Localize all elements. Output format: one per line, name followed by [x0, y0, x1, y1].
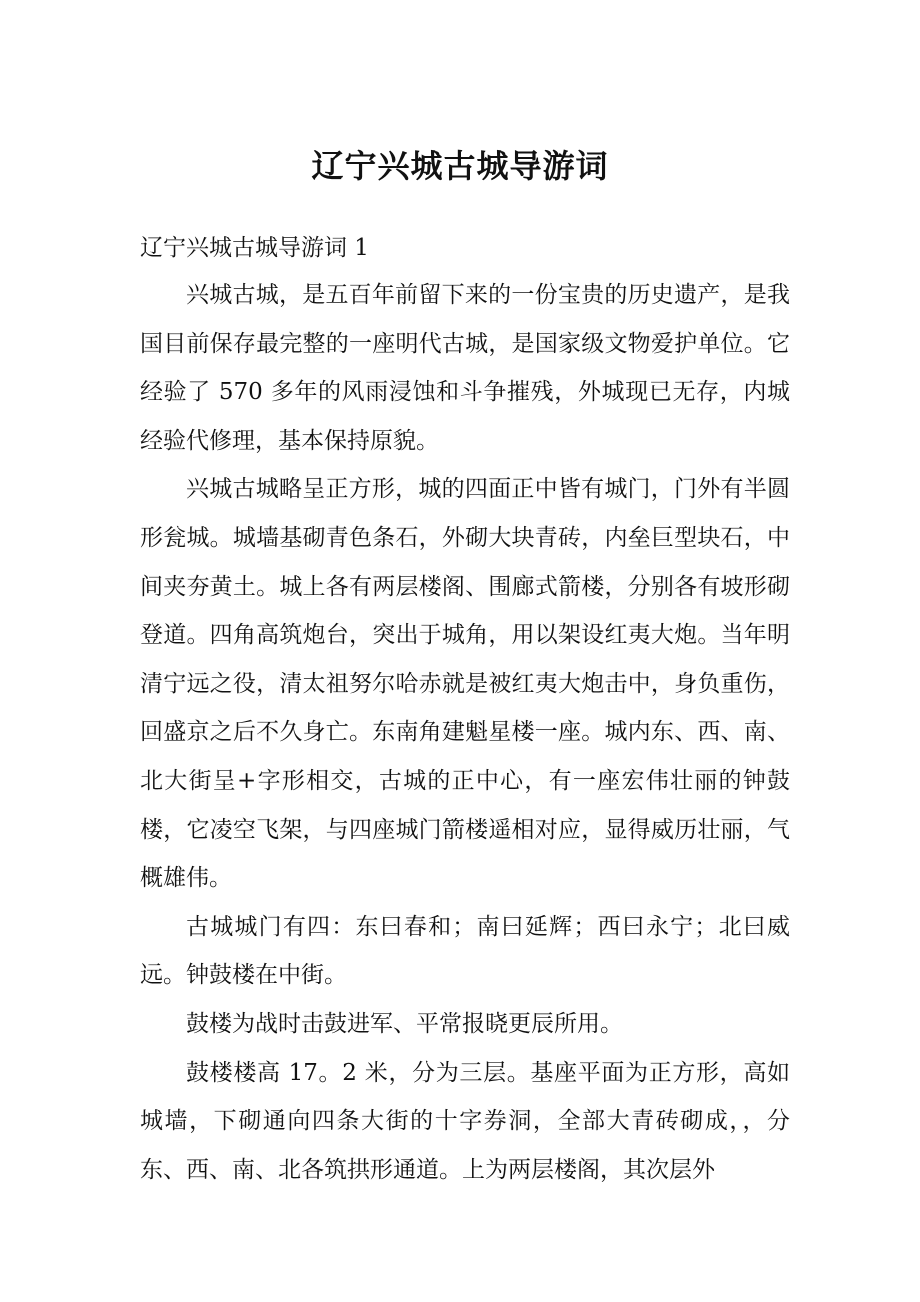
paragraph-gates: 古城城门有四：东曰春和；南曰延辉；西曰永宁；北曰威远。钟鼓楼在中街。 [140, 913, 790, 989]
paragraph-layout: 兴城古城略呈正方形，城的四面正中皆有城门，门外有半圆形瓮城。城墙基砌青色条石，外砌大块青砖，内垒巨型块石，中间夹夯黄土。城上各有两层楼阁、围廊式箭楼，分别各有坡形砌登道。四角高筑炮台，突出于城角，用以架设红夷大炮。当年明清宁远之役，清太祖努尔哈赤就是被红夷大炮击中，身负重伤，回盛京之后不久身亡。东南角建魁星楼一座。城内东、西、南、北大街呈+字形相交，古城的正中心，有一座宏伟壮丽的钟鼓楼，它凌空飞架，与四座城门箭楼遥相对应，显得威历壮丽，气概雄伟。 [140, 476, 790, 892]
paragraph-intro: 兴城古城，是五百年前留下来的一份宝贵的历史遗产，是我国目前保存最完整的一座明代古城，是国家级文物爱护单位。它经验了 570 多年的风雨浸蚀和斗争摧残，外城现已无存，内城经验代修理，基本保持原貌。 [140, 282, 790, 454]
paragraph-drum-tower: 鼓楼楼高 17。2 米，分为三层。基座平面为正方形，高如城墙，下砌通向四条大街的十字券洞，全部大青砖砌成，，分东、西、南、北各筑拱形通道。上为两层楼阁，其次层外 [140, 1059, 790, 1183]
document-title: 辽宁兴城古城导游词 [311, 147, 609, 185]
paragraph-drum-purpose: 鼓楼为战时击鼓进军、平常报晓更辰所用。 [186, 1010, 623, 1037]
document-subtitle: 辽宁兴城古城导游词 1 [140, 235, 369, 261]
document-body [140, 271, 790, 1194]
